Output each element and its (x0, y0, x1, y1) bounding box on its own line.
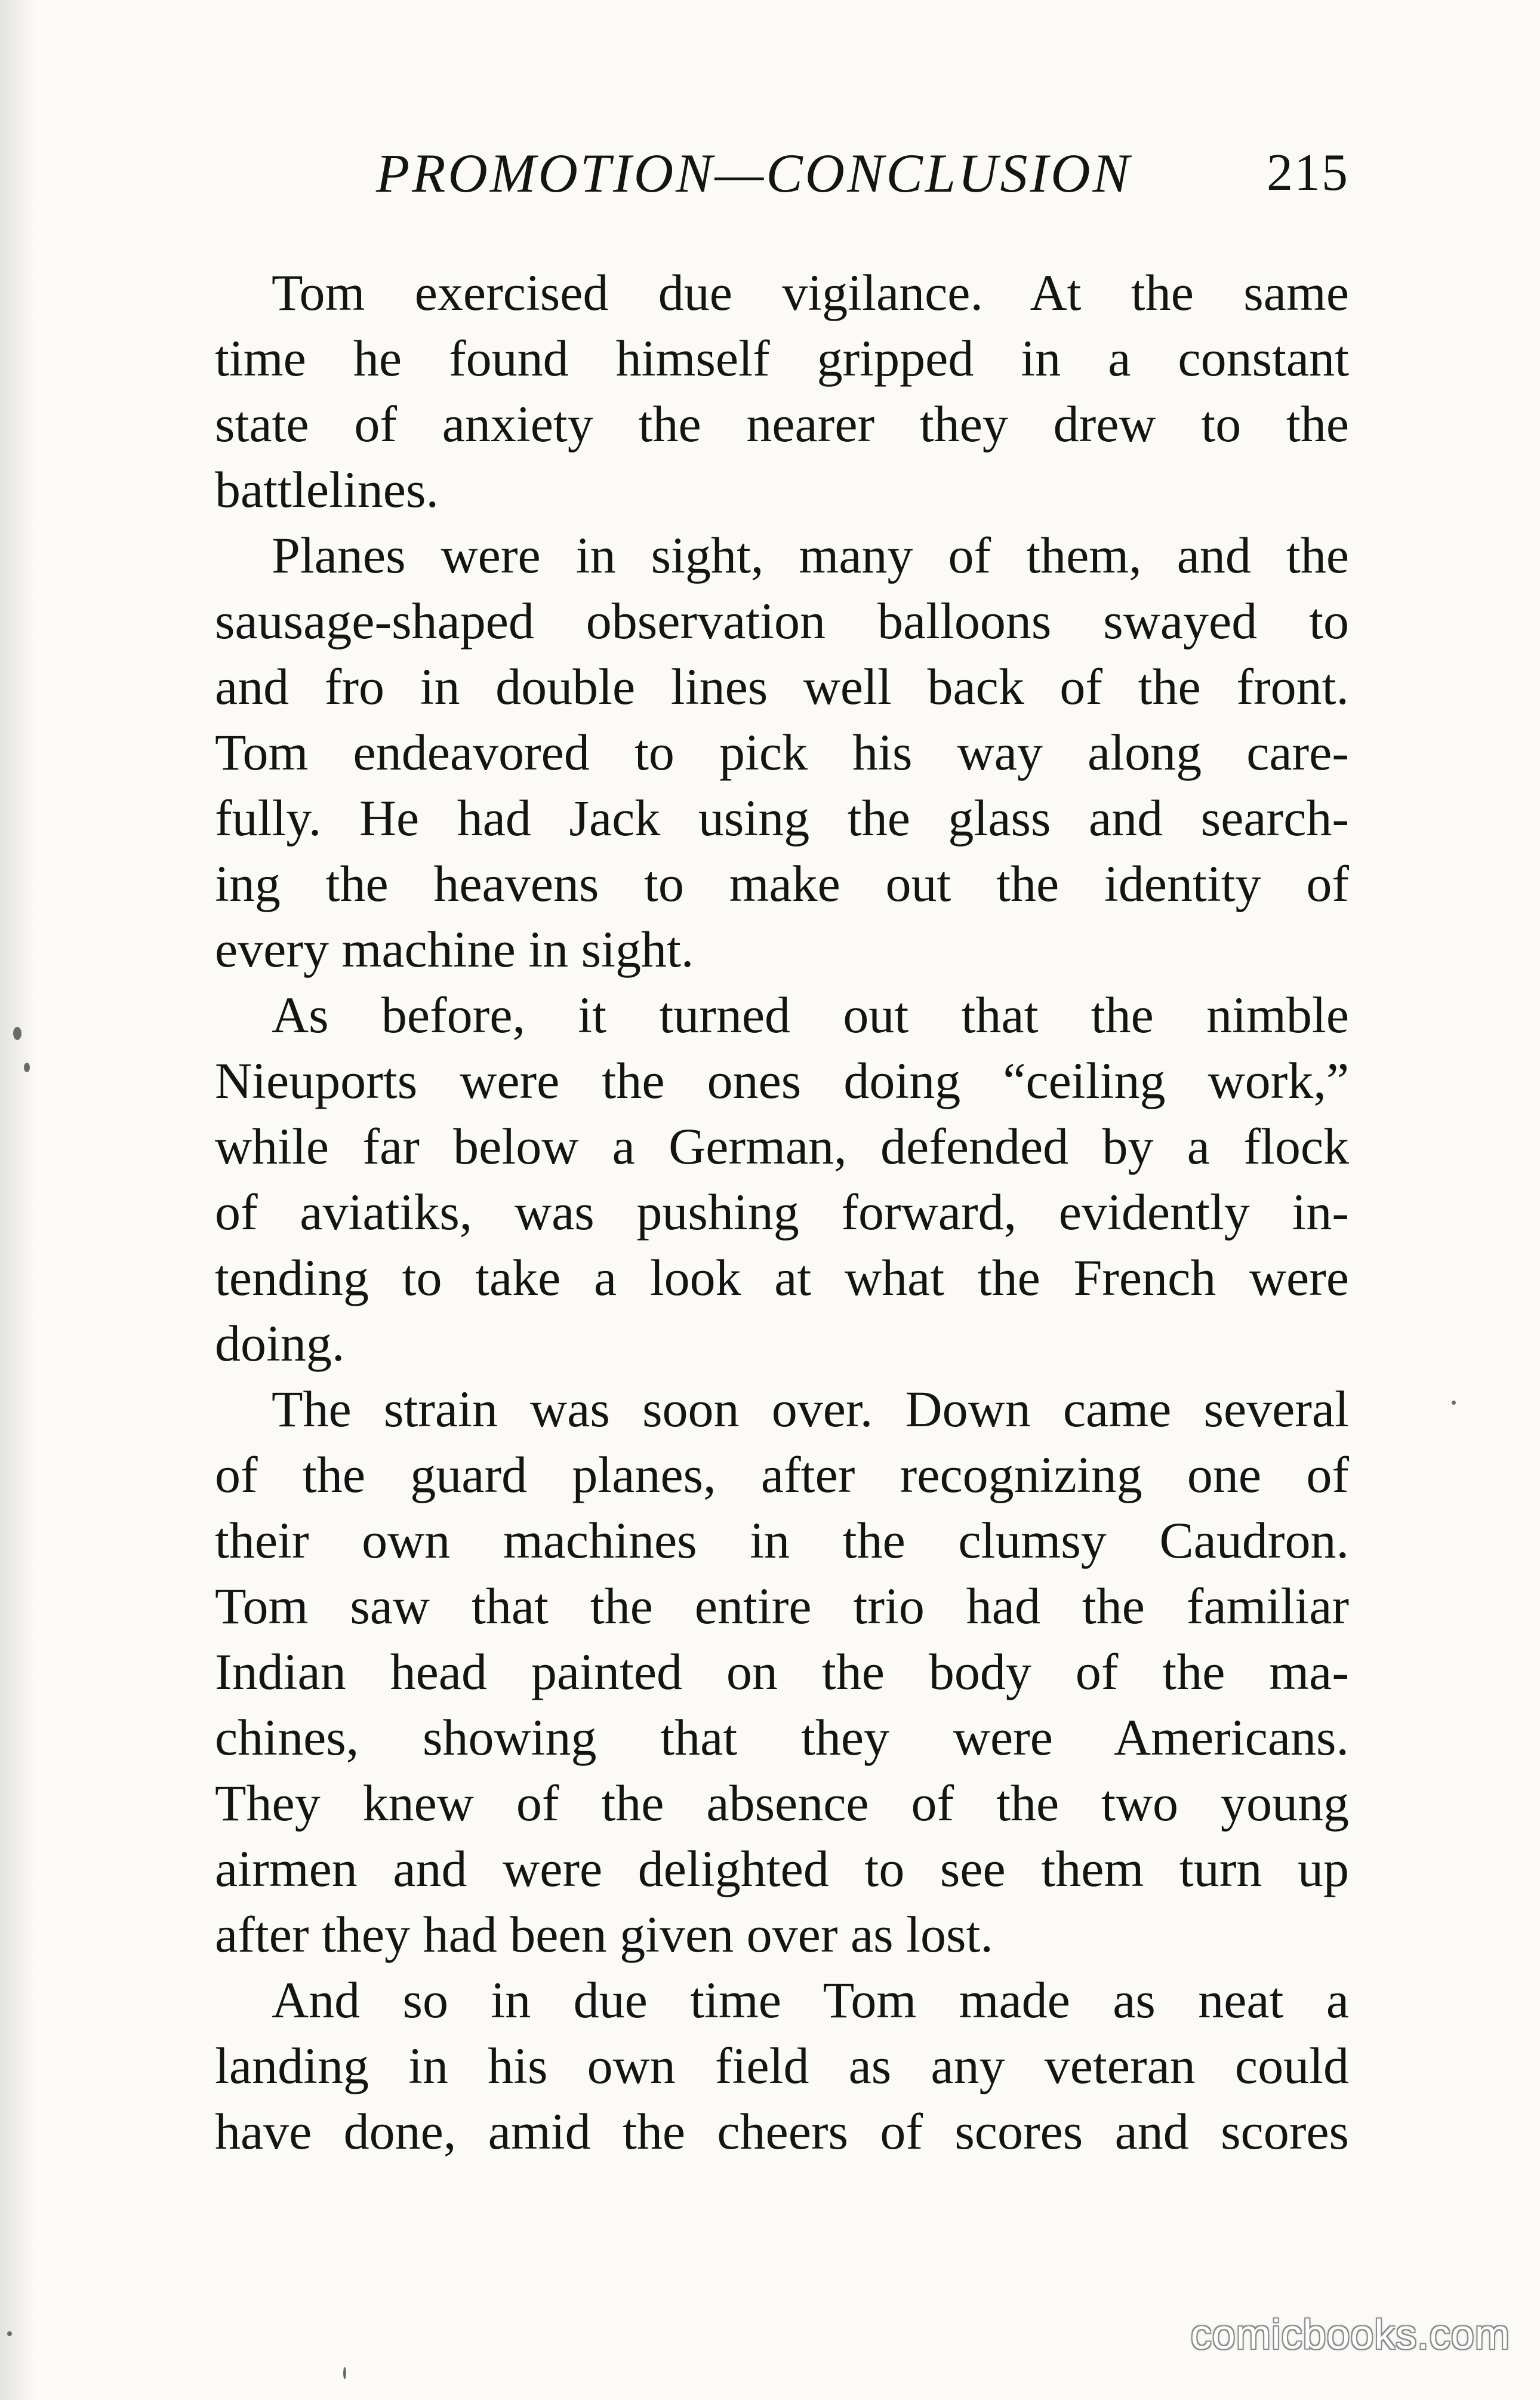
body-text (215, 260, 1349, 2164)
text-line: Indian head painted on the body of the ma- (215, 1643, 1349, 1700)
running-head: PROMOTION—CONCLUSION (376, 143, 1132, 204)
text-line: landing in his own field as any veteran could (215, 2037, 1349, 2094)
page-number: 215 (1267, 144, 1349, 202)
text-line: chines, showing that they were Americans. (215, 1709, 1349, 1766)
text-line: have done, amid the cheers of scores and scores (215, 2103, 1349, 2160)
page-header (215, 140, 1349, 206)
text-line: Tom exercised due vigilance. At the same (272, 264, 1349, 321)
text-line: while far below a German, defended by a flock (215, 1118, 1349, 1175)
text-line: and fro in double lines well back of the front. (215, 658, 1349, 715)
text-line: ing the heavens to make out the identity of (215, 855, 1349, 912)
text-line: battlelines. (215, 461, 439, 518)
page-edge-shadow (0, 0, 36, 2400)
text-line: They knew of the absence of the two young (215, 1774, 1349, 1832)
text-line: of the guard planes, after recognizing one of (215, 1446, 1349, 1503)
text-line: state of anxiety the nearer they drew to the (215, 395, 1349, 453)
text-line: airmen and were delighted to see them turn up (215, 1840, 1349, 1897)
text-line: And so in due time Tom made as neat a (272, 1971, 1349, 2029)
text-line: Tom endeavored to pick his way along care- (215, 724, 1349, 781)
text-line: tending to take a look at what the French were (215, 1249, 1349, 1306)
text-line: Tom saw that the entire trio had the familiar (215, 1577, 1349, 1635)
print-speck (343, 2367, 346, 2379)
print-speck (7, 2331, 12, 2336)
text-line: after they had been given over as lost. (215, 1906, 993, 1963)
text-line: of aviatiks, was pushing forward, evidently in- (215, 1183, 1349, 1241)
text-line: doing. (215, 1315, 345, 1372)
text-line: every machine in sight. (215, 921, 694, 978)
print-speck (13, 1027, 21, 1040)
text-line: fully. He had Jack using the glass and search- (215, 789, 1349, 847)
text-line: Nieuports were the ones doing “ceiling work,” (215, 1052, 1349, 1109)
print-speck (1452, 1401, 1456, 1405)
text-line: sausage-shaped observation balloons swayed to (215, 592, 1349, 650)
text-line: Planes were in sight, many of them, and the (272, 527, 1349, 584)
text-line: As before, it turned out that the nimble (272, 986, 1349, 1044)
text-line: The strain was soon over. Down came several (272, 1380, 1349, 1438)
text-line: their own machines in the clumsy Caudron. (215, 1512, 1349, 1569)
print-speck (24, 1063, 30, 1072)
text-line: time he found himself gripped in a constant (215, 330, 1349, 387)
watermark: comicbooks.com (1190, 2311, 1510, 2358)
